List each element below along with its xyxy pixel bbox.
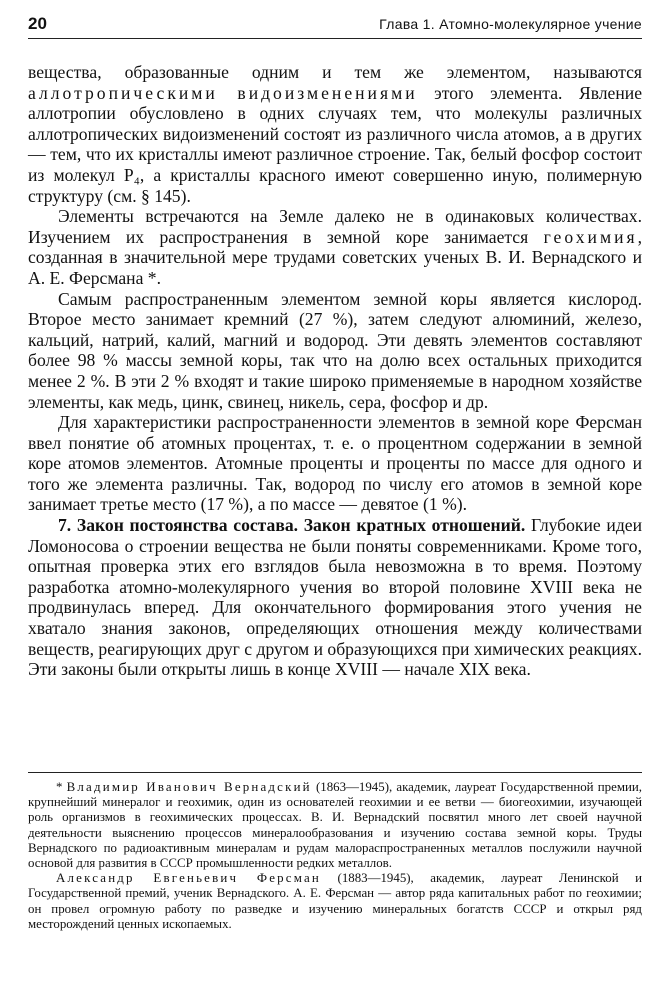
main-text bbox=[28, 62, 642, 680]
footnote-vernadsky bbox=[28, 780, 642, 871]
footnote-fersman bbox=[28, 871, 642, 932]
footnote-divider bbox=[28, 772, 642, 773]
text-run: (1883—1945), академик, лауреат Ленинской и Государственной премий, ученик Вернадского. А. Е. Ферсман — автор ряда капитальных работ по геохимии; он провел огромную работу по разведке и изучению минеральных богатств СССР и открыл ряд месторождений ценных ископаемых. bbox=[28, 871, 643, 931]
text-run: вещества, образованные одним и тем же элементом, называются bbox=[28, 62, 642, 82]
section-title: 7. Закон постоянства состава. Закон кратных отношений. bbox=[58, 515, 526, 536]
running-title: Глава 1. Атомно-молекулярное учение bbox=[379, 16, 642, 32]
paragraph-geochemistry bbox=[28, 206, 642, 288]
footnotes bbox=[28, 780, 642, 932]
text-run: этого элемента. Явление аллотропии обусловлено в одних случаях тем, что молекулы различных аллотропических видоизменений состоят из различного числа атомов, а в других — тем, что их кристаллы имеют различное строение. Так, белый фосфор состоит из молекул P₄, а кристаллы красного имеют совершенно иную, полимерную структуру (см. § 145). bbox=[28, 82, 642, 206]
spaced-term: геохимия bbox=[543, 226, 638, 247]
paragraph-allotropy bbox=[28, 62, 642, 206]
paragraph-section-7 bbox=[28, 515, 642, 680]
page-header bbox=[28, 12, 642, 39]
text-run: , созданная в значительной мере трудами советских ученых В. И. Вернадского и А. Е. Ферсмана *. bbox=[28, 226, 642, 288]
person-name: Александр Евгеньевич Ферсман bbox=[56, 871, 322, 886]
text-run: (1863—1945), академик, лауреат Государственной премии, крупнейший минералог и геохимик, один из основателей геохимии и ее ветви — биогеохимии, изучающей роль организмов в геохимических процессах. В. И. Вернадский посвятил много лет своей научной деятельности выяснению процессов минералообразования и изучению состава земной коры. Труды Вернадского по радиоактивным минералам и рудам малораспространенных металлов послужили научной основой для развития в СССР промышленности редких металлов. bbox=[28, 780, 642, 871]
text-run: Глубокие идеи Ломоносова о строении вещества не были поняты современниками. Кроме того, опытная проверка этих его взглядов была невозможна в то время. Поэтому разработка атомно-молекулярного учения во второй половине XVIII века не продвинулась вперед. Для окончательного формирования этого учения не хватало знания законов, определяющих отношения между количествами веществ, реагирующих друг с другом и образующихся при химических реакциях. Эти законы были открыты лишь в конце XVIII — начале XIX века. bbox=[28, 515, 643, 680]
paragraph-atomic-percent: Для характеристики распространенности элементов в земной коре Ферсман ввел понятие об атомных процентах, т. е. о процентном содержании в земной коре атомов элементов. Атомные проценты и проценты по массе для одного и того же элемента различны. Так, водород по числу его атомов в земной коре занимает третье место (17 %), а по массе — девятое (1 %). bbox=[28, 412, 642, 515]
footnote-marker: * bbox=[56, 780, 67, 794]
person-name: Владимир Иванович Вернадский bbox=[66, 780, 312, 794]
page-number: 20 bbox=[28, 14, 47, 33]
paragraph-abundance: Самым распространенным элементом земной коры является кислород. Второе место занимает кремний (27 %), затем следуют алюминий, железо, кальций, натрий, калий, магний и водород. Эти девять элементов составляют более 98 % массы земной коры, так что на долю всех остальных приходится менее 2 %. В эти 2 % входят и такие широко применяемые в народном хозяйстве элементы, как медь, цинк, свинец, никель, сера, фосфор и др. bbox=[28, 288, 642, 412]
text-run: Элементы встречаются на Земле далеко не в одинаковых количествах. Изучением их распространения в земной коре занимается bbox=[28, 206, 642, 247]
spaced-term: аллотропическими видоизменениями bbox=[28, 82, 418, 103]
